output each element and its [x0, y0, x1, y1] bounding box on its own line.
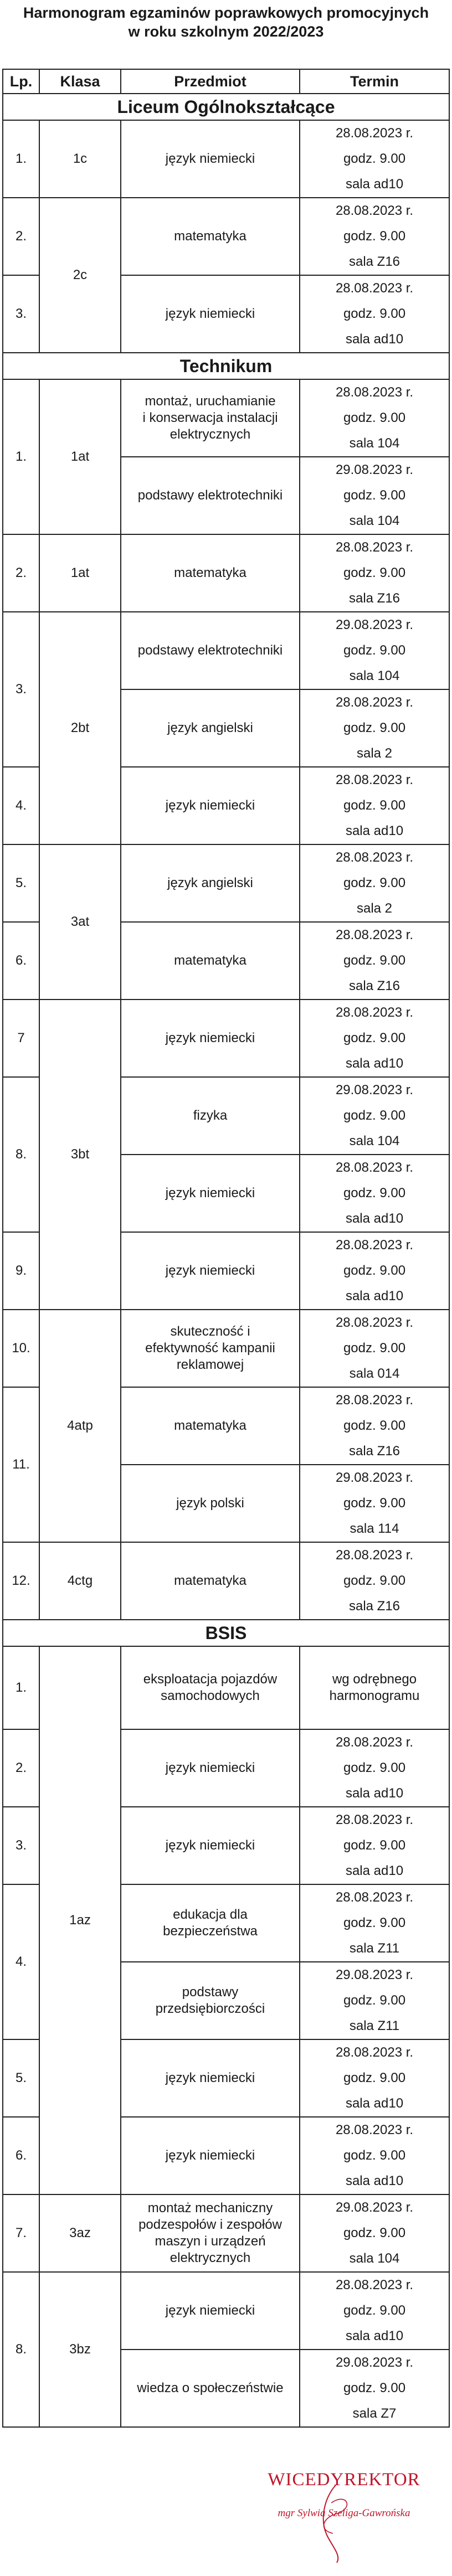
subject-line: bezpieczeństwa: [163, 1924, 258, 1939]
class-cell: 2c: [39, 198, 121, 353]
term-time: godz. 9.00: [343, 488, 406, 503]
term-cell: [300, 1232, 449, 1310]
term-cell: [300, 1646, 449, 1729]
term-time: godz. 9.00: [343, 798, 406, 813]
subject-cell: [121, 1310, 300, 1387]
term-time: godz. 9.00: [343, 953, 406, 968]
term-room: sala 014: [349, 1366, 400, 1381]
term-date: 28.08.2023 r.: [335, 850, 414, 865]
term-date: 28.08.2023 r.: [335, 203, 414, 218]
term-room: sala Z7: [352, 2406, 397, 2421]
term-room: sala Z16: [348, 254, 400, 269]
subject-cell: język niemiecki: [121, 767, 300, 844]
term-date: 28.08.2023 r.: [335, 1548, 414, 1563]
subject-line: skuteczność i: [170, 1324, 250, 1339]
lp-cell: 12.: [3, 1542, 39, 1620]
term-time: godz. 9.00: [343, 1418, 406, 1433]
lp-cell: 11.: [3, 1387, 39, 1542]
term-cell: [300, 1465, 449, 1542]
term-date: 28.08.2023 r.: [335, 2045, 414, 2060]
term-time: godz. 9.00: [343, 1838, 406, 1853]
section-row-bsis: [3, 1620, 449, 1646]
term-cell: [300, 922, 449, 1000]
term-room: sala Z16: [348, 1444, 400, 1459]
lp-cell: 1.: [3, 379, 39, 534]
term-date: 29.08.2023 r.: [335, 1967, 414, 1982]
term-room: sala Z16: [348, 591, 400, 606]
table-row: [3, 1310, 449, 1387]
term-date: 28.08.2023 r.: [335, 540, 414, 555]
class-cell: 4atp: [39, 1310, 121, 1542]
term-time: godz. 9.00: [343, 2381, 406, 2395]
term-cell: [300, 1884, 449, 1962]
title-line-1: Harmonogram egzaminów poprawkowych promocyjnych: [23, 4, 429, 21]
subject-line: efektywność kampanii: [145, 1341, 275, 1356]
term-room: sala Z11: [349, 2018, 400, 2033]
subject-line: podzespołów i zespołów: [138, 2217, 282, 2232]
term-time: godz. 9.00: [343, 229, 406, 244]
subject-cell: matematyka: [121, 922, 300, 1000]
lp-cell: 1.: [3, 120, 39, 198]
term-date: 29.08.2023 r.: [335, 1470, 414, 1485]
subject-cell: język niemiecki: [121, 1807, 300, 1884]
subject-cell: język angielski: [121, 689, 300, 767]
subject-cell: język niemiecki: [121, 1000, 300, 1077]
term-time: godz. 9.00: [343, 2225, 406, 2240]
subject-cell: język niemiecki: [121, 275, 300, 353]
term-time: godz. 9.00: [343, 1573, 406, 1588]
subject-cell: język niemiecki: [121, 2117, 300, 2194]
lp-cell: 4.: [3, 767, 39, 844]
subject-line: edukacja dla: [173, 1907, 248, 1922]
table-row: [3, 1542, 449, 1620]
section-title-tech: Technikum: [3, 353, 449, 379]
term-note: wg odrębnego: [332, 1672, 417, 1687]
subject-cell: język niemiecki: [121, 1729, 300, 1807]
term-time: godz. 9.00: [343, 720, 406, 735]
term-time: godz. 9.00: [343, 875, 406, 890]
lp-cell: 3.: [3, 612, 39, 767]
subject-cell: język angielski: [121, 844, 300, 922]
term-date: 28.08.2023 r.: [335, 1160, 414, 1175]
subject-cell: język niemiecki: [121, 1155, 300, 1232]
lp-cell: 2.: [3, 1729, 39, 1807]
lp-cell: 7: [3, 1000, 39, 1077]
subject-line: reklamowej: [176, 1357, 244, 1372]
term-cell: [300, 1807, 449, 1884]
term-cell: [300, 1155, 449, 1232]
term-date: 29.08.2023 r.: [335, 1083, 414, 1098]
lp-cell: 6.: [3, 922, 39, 1000]
term-time: godz. 9.00: [343, 1263, 406, 1278]
lp-cell: 5.: [3, 844, 39, 922]
term-cell: [300, 1077, 449, 1155]
term-cell: [300, 1962, 449, 2039]
table-row: [3, 534, 449, 612]
term-cell: [300, 2350, 449, 2427]
term-time: godz. 9.00: [343, 643, 406, 658]
subject-cell: [121, 2194, 300, 2272]
class-cell: 1az: [39, 1646, 121, 2194]
term-time: godz. 9.00: [343, 410, 406, 425]
term-cell: [300, 379, 449, 457]
term-date: 28.08.2023 r.: [335, 1315, 414, 1330]
term-date: 28.08.2023 r.: [335, 1238, 414, 1253]
class-cell: 2bt: [39, 612, 121, 844]
term-cell: [300, 457, 449, 534]
term-room: sala 104: [349, 513, 400, 528]
subject-cell: matematyka: [121, 534, 300, 612]
subject-line: podstawy: [182, 1985, 239, 2000]
section-row-lo: [3, 94, 449, 120]
subject-cell: język niemiecki: [121, 1232, 300, 1310]
term-time: godz. 9.00: [343, 1108, 406, 1123]
lp-cell: 4.: [3, 1884, 39, 2039]
subject-line: samochodowych: [161, 1688, 260, 1703]
term-time: godz. 9.00: [343, 1915, 406, 1930]
term-time: godz. 9.00: [343, 1496, 406, 1511]
lp-cell: 5.: [3, 2039, 39, 2117]
term-date: 28.08.2023 r.: [335, 695, 414, 710]
term-room: sala ad10: [345, 1211, 404, 1226]
subject-cell: [121, 1884, 300, 1962]
class-cell: 3bt: [39, 1000, 121, 1310]
term-room: sala 2: [356, 746, 393, 761]
lp-cell: 1.: [3, 1646, 39, 1729]
class-cell: 3az: [39, 2194, 121, 2272]
term-time: godz. 9.00: [343, 2303, 406, 2318]
signature-title: WICEDYREKTOR: [268, 2470, 420, 2490]
table-row: [3, 1646, 449, 1729]
term-room: sala ad10: [345, 332, 404, 347]
class-cell: 1at: [39, 379, 121, 534]
term-cell: [300, 1542, 449, 1620]
term-room: sala ad10: [345, 1056, 404, 1071]
term-date: 28.08.2023 r.: [335, 1890, 414, 1905]
term-cell: [300, 612, 449, 689]
term-date: 28.08.2023 r.: [335, 281, 414, 296]
table-row: [3, 612, 449, 689]
term-date: 28.08.2023 r.: [335, 385, 414, 400]
class-cell: 1c: [39, 120, 121, 198]
table-row: [3, 2272, 449, 2350]
title-line-2: w roku szkolnym 2022/2023: [128, 23, 324, 40]
term-date: 28.08.2023 r.: [335, 2278, 414, 2292]
term-time: godz. 9.00: [343, 2148, 406, 2163]
subject-cell: [121, 379, 300, 457]
term-cell: [300, 2117, 449, 2194]
term-time: godz. 9.00: [343, 306, 406, 321]
term-time: godz. 9.00: [343, 1993, 406, 2008]
subject-cell: matematyka: [121, 1542, 300, 1620]
subject-cell: język polski: [121, 1465, 300, 1542]
term-date: 28.08.2023 r.: [335, 928, 414, 942]
term-cell: [300, 1729, 449, 1807]
lp-cell: 8.: [3, 1077, 39, 1232]
term-cell: [300, 844, 449, 922]
table-row: [3, 2194, 449, 2272]
term-room: sala 104: [349, 1134, 400, 1148]
term-room: sala 104: [349, 2251, 400, 2266]
term-time: godz. 9.00: [343, 1341, 406, 1356]
subject-cell: podstawy elektrotechniki: [121, 457, 300, 534]
header-term: Termin: [300, 69, 449, 94]
term-room: sala ad10: [345, 2096, 404, 2111]
table-row: [3, 120, 449, 198]
subject-line: elektrycznych: [170, 2250, 251, 2265]
term-cell: [300, 2039, 449, 2117]
term-room: sala ad10: [345, 177, 404, 192]
term-room: sala ad10: [345, 823, 404, 838]
lp-cell: 7.: [3, 2194, 39, 2272]
header-lp: Lp.: [3, 69, 39, 94]
subject-cell: matematyka: [121, 1387, 300, 1465]
term-room: sala ad10: [345, 1863, 404, 1878]
term-room: sala 104: [349, 436, 400, 451]
term-cell: [300, 1310, 449, 1387]
lp-cell: 8.: [3, 2272, 39, 2427]
term-date: 28.08.2023 r.: [335, 1393, 414, 1408]
subject-cell: [121, 1646, 300, 1729]
term-room: sala Z16: [348, 978, 400, 993]
table-row: [3, 1000, 449, 1077]
lp-cell: 6.: [3, 2117, 39, 2194]
header-row: [3, 69, 449, 94]
lp-cell: 9.: [3, 1232, 39, 1310]
term-date: 29.08.2023 r.: [335, 617, 414, 632]
term-date: 28.08.2023 r.: [335, 2122, 414, 2137]
subject-line: montaż, uruchamianie: [145, 394, 276, 409]
term-room: sala ad10: [345, 1786, 404, 1801]
term-room: sala ad10: [345, 2328, 404, 2343]
term-time: godz. 9.00: [343, 1031, 406, 1045]
term-date: 28.08.2023 r.: [335, 772, 414, 787]
subject-line: eksploatacja pojazdów: [143, 1672, 278, 1687]
term-date: 29.08.2023 r.: [335, 2355, 414, 2370]
lp-cell: 2.: [3, 198, 39, 275]
subject-cell: podstawy elektrotechniki: [121, 612, 300, 689]
term-date: 28.08.2023 r.: [335, 1812, 414, 1827]
term-cell: [300, 120, 449, 198]
subject-cell: matematyka: [121, 198, 300, 275]
subject-line: maszyn i urządzeń: [155, 2234, 266, 2249]
section-title-bsis: BSIS: [3, 1620, 449, 1646]
table-row: [3, 379, 449, 457]
signature-name: mgr Sylwia Szeliga-Gawrońska: [278, 2507, 410, 2519]
signature-stamp: [253, 2470, 435, 2558]
term-date: 29.08.2023 r.: [335, 2200, 414, 2215]
subject-cell: język niemiecki: [121, 120, 300, 198]
term-room: sala 114: [350, 1521, 399, 1536]
header-class: Klasa: [39, 69, 121, 94]
handwritten-signature-icon: [302, 2481, 363, 2564]
term-date: 28.08.2023 r.: [335, 1735, 414, 1750]
subject-cell: język niemiecki: [121, 2272, 300, 2350]
subject-line: i konserwacja instalacji: [142, 410, 278, 425]
header-subject: Przedmiot: [121, 69, 300, 94]
subject-line: elektrycznych: [170, 427, 251, 442]
term-room: sala ad10: [345, 2173, 404, 2188]
subject-cell: wiedza o społeczeństwie: [121, 2350, 300, 2427]
term-cell: [300, 534, 449, 612]
term-cell: [300, 1387, 449, 1465]
term-cell: [300, 1000, 449, 1077]
subject-cell: [121, 1962, 300, 2039]
term-room: sala Z11: [349, 1941, 400, 1956]
term-cell: [300, 767, 449, 844]
lp-cell: 2.: [3, 534, 39, 612]
table-row: [3, 844, 449, 922]
subject-cell: język niemiecki: [121, 2039, 300, 2117]
exam-schedule-table: [2, 69, 450, 2428]
class-cell: 3at: [39, 844, 121, 1000]
term-cell: [300, 689, 449, 767]
document-title: [0, 0, 452, 41]
term-date: 29.08.2023 r.: [335, 462, 414, 477]
subject-cell: fizyka: [121, 1077, 300, 1155]
term-room: sala 104: [349, 668, 400, 683]
class-cell: 4ctg: [39, 1542, 121, 1620]
term-time: godz. 9.00: [343, 565, 406, 580]
lp-cell: 3.: [3, 275, 39, 353]
term-cell: [300, 198, 449, 275]
section-row-tech: [3, 353, 449, 379]
term-time: godz. 9.00: [343, 151, 406, 166]
term-date: 28.08.2023 r.: [335, 1005, 414, 1020]
subject-line: przedsiębiorczości: [155, 2001, 265, 2016]
term-note: harmonogramu: [329, 1688, 420, 1703]
subject-line: montaż mechaniczny: [147, 2201, 273, 2216]
term-time: godz. 9.00: [343, 1186, 406, 1201]
section-title-lo: Liceum Ogólnokształcące: [3, 94, 449, 120]
lp-cell: 10.: [3, 1310, 39, 1387]
term-room: sala Z16: [348, 1599, 400, 1614]
lp-cell: 3.: [3, 1807, 39, 1884]
term-time: godz. 9.00: [343, 2070, 406, 2085]
term-cell: [300, 275, 449, 353]
term-date: 28.08.2023 r.: [335, 126, 414, 141]
class-cell: 3bz: [39, 2272, 121, 2427]
term-time: godz. 9.00: [343, 1760, 406, 1775]
term-cell: [300, 2194, 449, 2272]
term-room: sala 2: [356, 901, 393, 916]
table-row: [3, 198, 449, 275]
class-cell: 1at: [39, 534, 121, 612]
term-cell: [300, 2272, 449, 2350]
term-room: sala ad10: [345, 1289, 404, 1304]
